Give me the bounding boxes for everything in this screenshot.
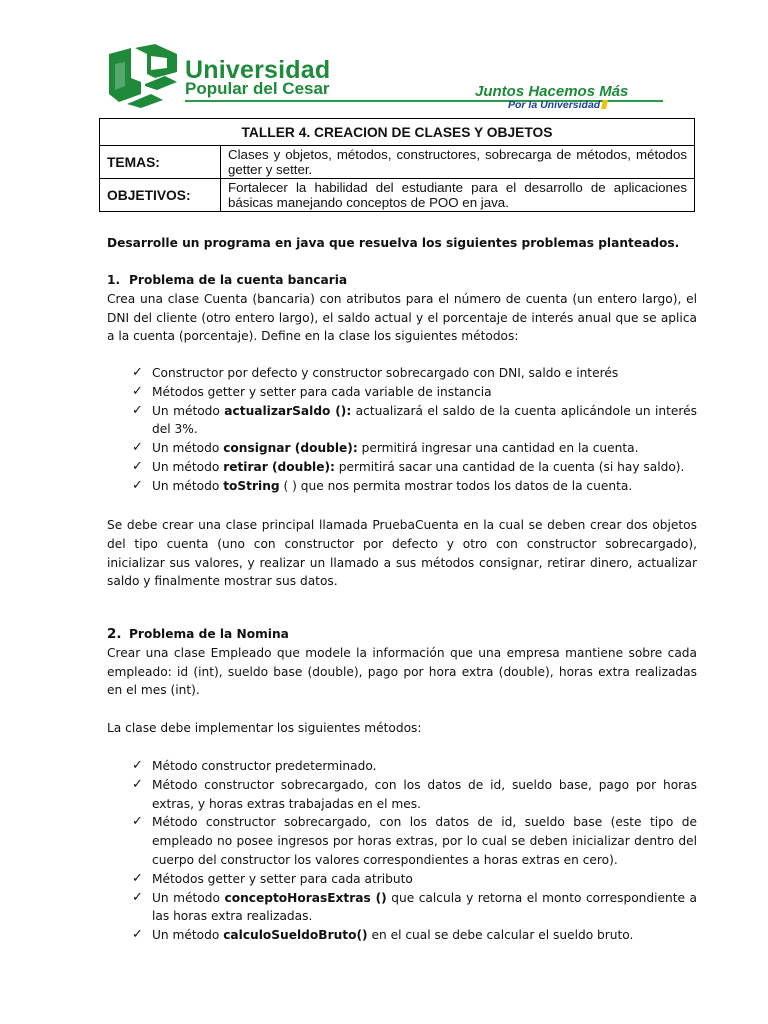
list-item <box>107 757 697 776</box>
check-icon: ✓ <box>132 870 143 886</box>
intro-text: Desarrolle un programa en java que resuelva los siguientes problemas planteados. <box>107 236 680 250</box>
list-item <box>107 926 697 945</box>
problem-2-list <box>107 757 697 945</box>
problem-1-heading <box>107 271 697 290</box>
list-item <box>107 870 697 889</box>
info-table <box>99 118 695 212</box>
check-icon: ✓ <box>132 889 143 905</box>
university-name: Universidad <box>185 56 331 84</box>
item-text: Método constructor sobrecargado, con los datos de id, sueldo base (este tipo de empleado no posee ingresos por horas extras, por lo cual se deben inicializar dentro del cuerpo del constructor los valores correspondientes a horas extras en cero). <box>152 815 697 867</box>
item-text: en el cual se debe calcular el sueldo bruto. <box>367 928 634 943</box>
item-method-name: retirar (double): <box>223 459 335 474</box>
item-text: permitirá sacar una cantidad de la cuenta (si hay saldo). <box>334 459 685 474</box>
methods-intro: La clase debe implementar los siguientes métodos: <box>107 721 422 735</box>
list-item <box>107 458 697 477</box>
problem-1-number: 1. <box>107 273 121 287</box>
item-text: Un método <box>152 459 224 474</box>
check-icon: ✓ <box>132 477 143 493</box>
intro-block <box>107 234 697 253</box>
check-icon: ✓ <box>132 927 143 943</box>
list-item <box>107 776 697 814</box>
table-row <box>100 119 695 146</box>
check-icon: ✓ <box>132 814 143 830</box>
item-method-name: actualizarSaldo (): <box>224 403 352 418</box>
item-text: actualizará el saldo de la cuenta aplicándole un interés del 3%. <box>152 403 697 437</box>
item-text: Métodos getter y setter para cada variable de instancia <box>152 384 492 399</box>
list-item <box>107 439 697 458</box>
problem-1-list <box>107 364 697 496</box>
problem-2-number: 2. <box>107 626 122 642</box>
table-row <box>100 146 695 179</box>
item-text: Constructor por defecto y constructor sobrecargado con DNI, saldo e interés <box>152 366 619 380</box>
check-icon: ✓ <box>132 776 143 792</box>
item-method-name: conceptoHorasExtras () <box>224 890 387 905</box>
temas-label: TEMAS: <box>100 146 221 179</box>
problem-1-text: Crea una clase Cuenta (bancaria) con atributos para el número de cuenta (un entero largo), el DNI del cliente (otro entero largo), el saldo actual y el porcentaje de interés anual que se aplica a la cuenta (porcentaje). Define en la clase los siguientes métodos: <box>107 291 697 344</box>
item-text: Un método <box>152 441 224 456</box>
objetivos-label: OBJETIVOS: <box>100 179 221 212</box>
check-icon: ✓ <box>132 440 143 456</box>
list-item <box>107 383 697 402</box>
item-method-name: calculoSueldoBruto() <box>223 928 368 943</box>
slogan-subtitle-text: Por la Universidad <box>508 99 601 111</box>
item-text: Un método <box>152 890 225 905</box>
problem-1-title: Problema de la cuenta bancaria <box>129 273 348 287</box>
item-text: Un método <box>152 403 225 418</box>
check-icon: ✓ <box>132 383 143 399</box>
table-row <box>100 179 695 212</box>
item-method-name: toString <box>223 478 280 493</box>
check-icon: ✓ <box>132 758 143 773</box>
item-method-name: consignar (double): <box>223 441 358 456</box>
problem-1-section <box>107 271 697 346</box>
table-title: TALLER 4. CREACION DE CLASES Y OBJETOS <box>100 119 695 146</box>
problem-1-list-block <box>107 364 697 496</box>
item-text: Método constructor predeterminado. <box>152 759 377 773</box>
problem-1-closing: Se debe crear una clase principal llamada PruebaCuenta en la cual se deben crear dos objetos del tipo cuenta (uno con constructor por defecto y otro con constructor sobrecargado), inicializar sus valores, y realizar un llamado a sus métodos consignar, retirar dinero, actualizar saldo y finalmente mostrar sus datos. <box>107 518 697 589</box>
list-item <box>107 402 697 440</box>
university-subtitle: Popular del Cesar <box>185 79 330 98</box>
objetivos-value: Fortalecer la habilidad del estudiante para el desarrollo de aplicaciones básicas manejando conceptos de POO en java. <box>221 179 695 212</box>
list-item <box>107 889 697 927</box>
problem-2-text: Crear una clase Empleado que modele la información que una empresa mantiene sobre cada empleado: id (int), sueldo base (double), pago por hora extra (double), horas extra realizadas en el mes (int). <box>107 645 697 698</box>
university-logo-icon <box>107 44 179 108</box>
problem-2-heading <box>107 625 697 644</box>
item-text: ( ) que nos permita mostrar todos los datos de la cuenta. <box>279 478 633 493</box>
item-text: Métodos getter y setter para cada atributo <box>152 871 413 886</box>
item-text: permitirá ingresar una cantidad en la cuenta. <box>357 441 639 456</box>
check-icon: ✓ <box>132 365 143 380</box>
item-text: Un método <box>152 478 224 493</box>
check-icon: ✓ <box>132 458 143 474</box>
slogan-subtitle <box>508 99 607 111</box>
problem-1-closing-block <box>107 516 697 591</box>
list-item <box>107 477 697 496</box>
check-icon: ✓ <box>132 402 143 418</box>
problem-2-section <box>107 625 697 700</box>
item-text: Un método <box>152 928 224 943</box>
item-text: Método constructor sobrecargado, con los datos de id, sueldo base, pago por horas extras, y horas extras trabajadas en el mes. <box>152 777 697 811</box>
slogan: Juntos Hacemos Más <box>475 83 629 100</box>
list-item <box>107 813 697 869</box>
temas-value: Clases y objetos, métodos, constructores, sobrecarga de métodos, métodos getter y setter. <box>221 146 695 179</box>
problem-2-title: Problema de la Nomina <box>129 627 289 641</box>
item-text: que calcula y retorna el monto correspondiente a las horas extra realizadas. <box>152 890 698 924</box>
list-item <box>107 364 697 383</box>
problem-2-list-block <box>107 757 697 945</box>
flag-icon <box>601 100 608 109</box>
methods-intro-block <box>107 719 697 738</box>
